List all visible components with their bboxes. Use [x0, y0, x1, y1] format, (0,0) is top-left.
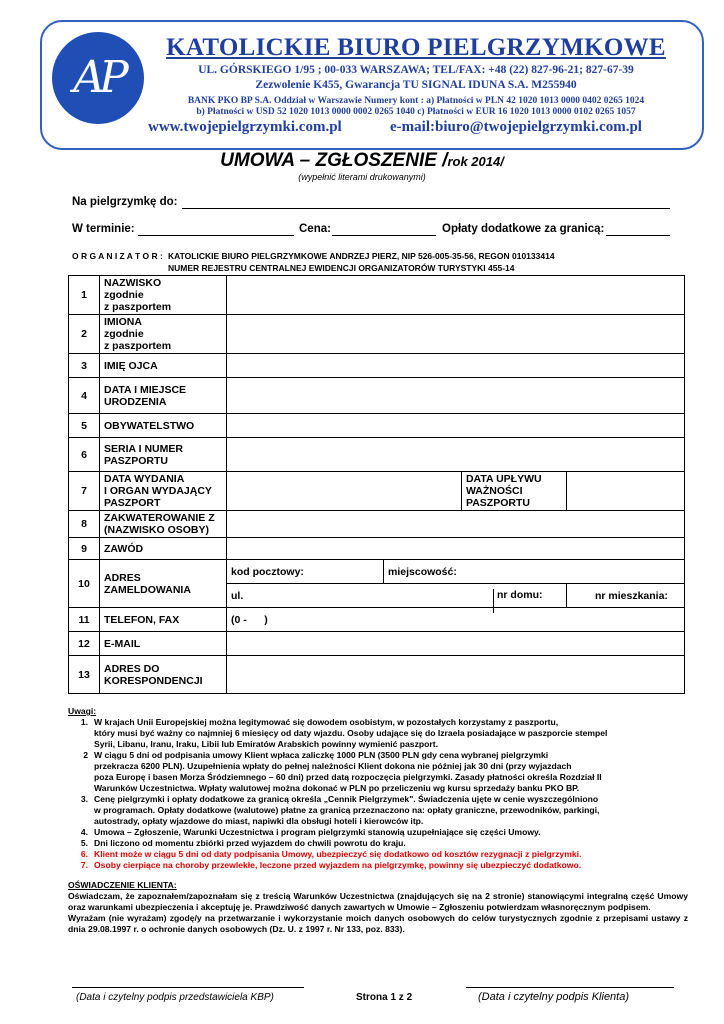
row-label: OBYWATELSTWO	[100, 414, 227, 438]
note-item: 2 W ciągu 5 dni od podpisania umowy Klient wpłaca zaliczkę 1000 PLN (3500 PLN gdy cena wybranej pielgrzymki przekracza 6200 PLN). Uzupełnienia wpłaty do pełnej należności Klient dokona nie później jak 30 dni (przy wyjazdach poza Europę i basen Morza Śródziemnego – 60 dni) przed datą rozpoczęcia pielgrzymki. Zasady płatności określa Rozdział II Warunków Uczestnictwa. Wpłaty walutowej można dokonać w PLN po przeliczeniu wg kursu sprzedaży banku PKO BP.	[83, 750, 602, 793]
table-row	[69, 560, 685, 584]
note-item: 3. Cenę pielgrzymki i opłaty dodatkowe za granicą określa „Cennik Pielgrzymek". Świadczenia ujęte w cenie wyszczególniono w programach. Opłaty dodatkowe (walutowe) płatne za granicą przeznaczono na: opłaty graniczne, przewodników, parkingi, autostrady, opłaty wjazdowe do miast, napiwki dla obsługi hoteli i kierowców itp.	[80, 794, 600, 826]
table-row	[69, 378, 685, 414]
note-item-warning: 6. Klient może w ciągu 5 dni od daty podpisania Umowy, ubezpieczyć się dodatkowo od kosztów rezygnacji z pielgrzymki.	[80, 849, 582, 859]
row-number: 3	[69, 354, 100, 378]
statement-paragraph-2: Wyrażam (nie wyrażam) zgodę/y na przetwarzanie i wykorzystanie moich danych osobowych do celów turystycznych zgodnie z przepisami ustawy z dnia 29.08.1997 r. o ochronie danych osobowych (Dz. U. z 1997 r. Nr 133, poz. 833).	[68, 913, 688, 934]
client-statement	[68, 880, 688, 935]
company-address: UL. GÓRSKIEGO 1/95 ; 00-033 WARSZAWA; TEL/FAX: +48 (22) 827-96-21; 827-67-39	[198, 64, 634, 76]
row-label: ZAWÓD	[100, 538, 227, 560]
organizer-line-2: NUMER REJESTRU CENTRALNEJ EWIDENCJI ORGANIZATORÓW TURYSTYKI 455-14	[168, 263, 515, 273]
row-label: DATA I MIEJSCE URODZENIA	[100, 378, 227, 414]
row-label: TELEFON, FAX	[100, 608, 227, 632]
pilgrimage-label: Na pielgrzymkę do:	[72, 196, 178, 208]
kbp-signature-line[interactable]	[72, 987, 304, 988]
table-row	[69, 414, 685, 438]
row-label: ADRES ZAMELDOWANIA	[100, 560, 227, 608]
father-name-field[interactable]	[227, 354, 685, 378]
row-label: ADRES DO KORESPONDENCJI	[100, 656, 227, 694]
page-number: Strona 1 z 2	[356, 992, 413, 1003]
logo-monogram: AP	[73, 52, 123, 103]
flat-number-field[interactable]: nr mieszkania:	[566, 584, 684, 608]
client-signature-line[interactable]	[466, 987, 674, 988]
date-label: W terminie:	[72, 223, 135, 235]
row-label: IMIĘ OJCA	[100, 354, 227, 378]
row-label: IMIONA zgodnie z paszportem	[100, 315, 227, 354]
citizenship-field[interactable]	[227, 414, 685, 438]
row-number: 10	[69, 560, 100, 608]
row-number: 8	[69, 511, 100, 538]
table-row	[69, 472, 685, 511]
correspondence-address-field[interactable]	[227, 656, 685, 694]
passport-number-field[interactable]	[227, 438, 685, 472]
postal-code-field[interactable]: kod pocztowy:	[227, 560, 384, 584]
email-field[interactable]	[227, 632, 685, 656]
kbp-signature-caption: (Data i czytelny podpis przedstawiciela KBP)	[76, 992, 274, 1003]
company-name: KATOLICKIE BIURO PIELGRZYMKOWE	[166, 34, 666, 61]
row-label: E-MAIL	[100, 632, 227, 656]
note-item: 5. Dni liczono od momentu zbiórki przed wyjazdem do chwili powrotu do kraju.	[80, 838, 406, 848]
note-item: 1. W krajach Unii Europejskiej można legitymować się dowodem osobistym, w pozostałych korzystamy z paszportu, który musi być ważny co najmniej 6 miesięcy od daty wjazdu. Osoby udające się do Izraela posiadające w paszporcie stempel Syrii, Libanu, Iranu, Iraku, Libii lub Emiratów Arabskich powinny wymienić paszport.	[80, 717, 608, 749]
passport-issue-field[interactable]	[227, 472, 462, 511]
organizer-label: O R G A N I Z A T O R :	[72, 251, 163, 261]
note-item-warning: 7. Osoby cierpiące na choroby przewlekłe, leczone przed wyjazdem na pielgrzymkę, powinny się ubezpieczyć dodatkowo.	[80, 860, 582, 870]
row-number: 1	[69, 276, 100, 315]
table-row	[69, 656, 685, 694]
table-row	[69, 354, 685, 378]
table-row	[69, 438, 685, 472]
table-row	[69, 315, 685, 354]
price-label: Cena:	[299, 223, 331, 235]
bank-accounts-2: b) Płatności w USD 52 1020 1013 0000 0002 0265 1040 c) Płatności w EUR 16 1020 1013 0000 0102 0265 1057	[196, 107, 636, 117]
date-field[interactable]	[138, 235, 294, 236]
pilgrimage-field[interactable]	[182, 208, 670, 209]
row-number: 13	[69, 656, 100, 694]
company-permit: Zezwolenie K455, Gwarancja TU SIGNAL IDUNA S.A. M255940	[255, 79, 577, 91]
organizer-line-1: KATOLICKIE BIURO PIELGRZYMKOWE ANDRZEJ PIERZ, NIP 526-005-35-56, REGON 010133414	[168, 251, 555, 261]
notes-heading: Uwagi:	[68, 706, 97, 716]
house-number-label: nr domu:	[497, 589, 543, 601]
registration-form-table	[68, 275, 685, 694]
row-number: 7	[69, 472, 100, 511]
row-number: 11	[69, 608, 100, 632]
note-item: 4. Umowa – Zgłoszenie, Warunki Uczestnictwa i program pielgrzymki stanowią uzupełniające się części Umowy.	[80, 827, 541, 837]
row-label: ZAKWATEROWANIE Z (NAZWISKO OSOBY)	[100, 511, 227, 538]
row-number: 6	[69, 438, 100, 472]
email-link[interactable]: e-mail:biuro@twojepielgrzymki.com.pl	[390, 119, 642, 135]
document-subtitle: (wypełnić literami drukowanymi)	[298, 172, 426, 182]
price-field[interactable]	[332, 235, 436, 236]
row-number: 12	[69, 632, 100, 656]
fees-field[interactable]	[606, 235, 670, 236]
table-row	[69, 276, 685, 315]
table-row	[69, 608, 685, 632]
row-label: NAZWISKO zgodnie z paszportem	[100, 276, 227, 315]
client-signature-caption: (Data i czytelny podpis Klienta)	[478, 991, 630, 1003]
row-label: DATA WYDANIA I ORGAN WYDAJĄCY PASZPORT	[100, 472, 227, 511]
row-number: 4	[69, 378, 100, 414]
statement-paragraph-1: Oświadczam, że zapoznałem/zapoznałam się z treścią Warunków Uczestnictwa (znajdujących się na 2 stronie) stanowiącymi integralną część Umowy oraz warunkami ubezpieczenia i akceptuję je. Prawdziwość danych zawartych w Umowie – Zgłoszeniu potwierdzam własnoręcznym podpisem.	[68, 891, 688, 912]
passport-expiry-label: DATA UPŁYWU WAŻNOŚCI PASZPORTU	[461, 472, 566, 511]
document-title: UMOWA – ZGŁOSZENIE /rok 2014/	[220, 150, 504, 171]
accommodation-field[interactable]	[227, 511, 685, 538]
row-label: SERIA I NUMER PASZPORTU	[100, 438, 227, 472]
first-names-field[interactable]	[227, 315, 685, 354]
phone-field[interactable]: (0 - )	[227, 608, 685, 632]
table-row	[69, 632, 685, 656]
surname-field[interactable]	[227, 276, 685, 315]
document-year: rok 2014/	[447, 154, 504, 169]
row-number: 5	[69, 414, 100, 438]
row-number: 2	[69, 315, 100, 354]
website-link[interactable]: www.twojepielgrzymki.com.pl	[148, 119, 342, 135]
row-number: 9	[69, 538, 100, 560]
birth-date-place-field[interactable]	[227, 378, 685, 414]
passport-expiry-field[interactable]	[566, 472, 684, 511]
city-field[interactable]: miejscowość:	[384, 560, 685, 584]
table-row	[69, 538, 685, 560]
street-field[interactable]: ul. nr domu:	[227, 584, 567, 608]
table-row	[69, 511, 685, 538]
statement-heading: OŚWIADCZENIE KLIENTA:	[68, 880, 177, 890]
bank-accounts-1: BANK PKO BP S.A. Oddział w Warszawie Numery kont : a) Płatności w PLN 42 1020 1013 0000 0402 0265 1024	[187, 96, 645, 106]
fees-label: Opłaty dodatkowe za granicą:	[442, 223, 605, 235]
notes-section	[68, 706, 688, 871]
occupation-field[interactable]	[227, 538, 685, 560]
